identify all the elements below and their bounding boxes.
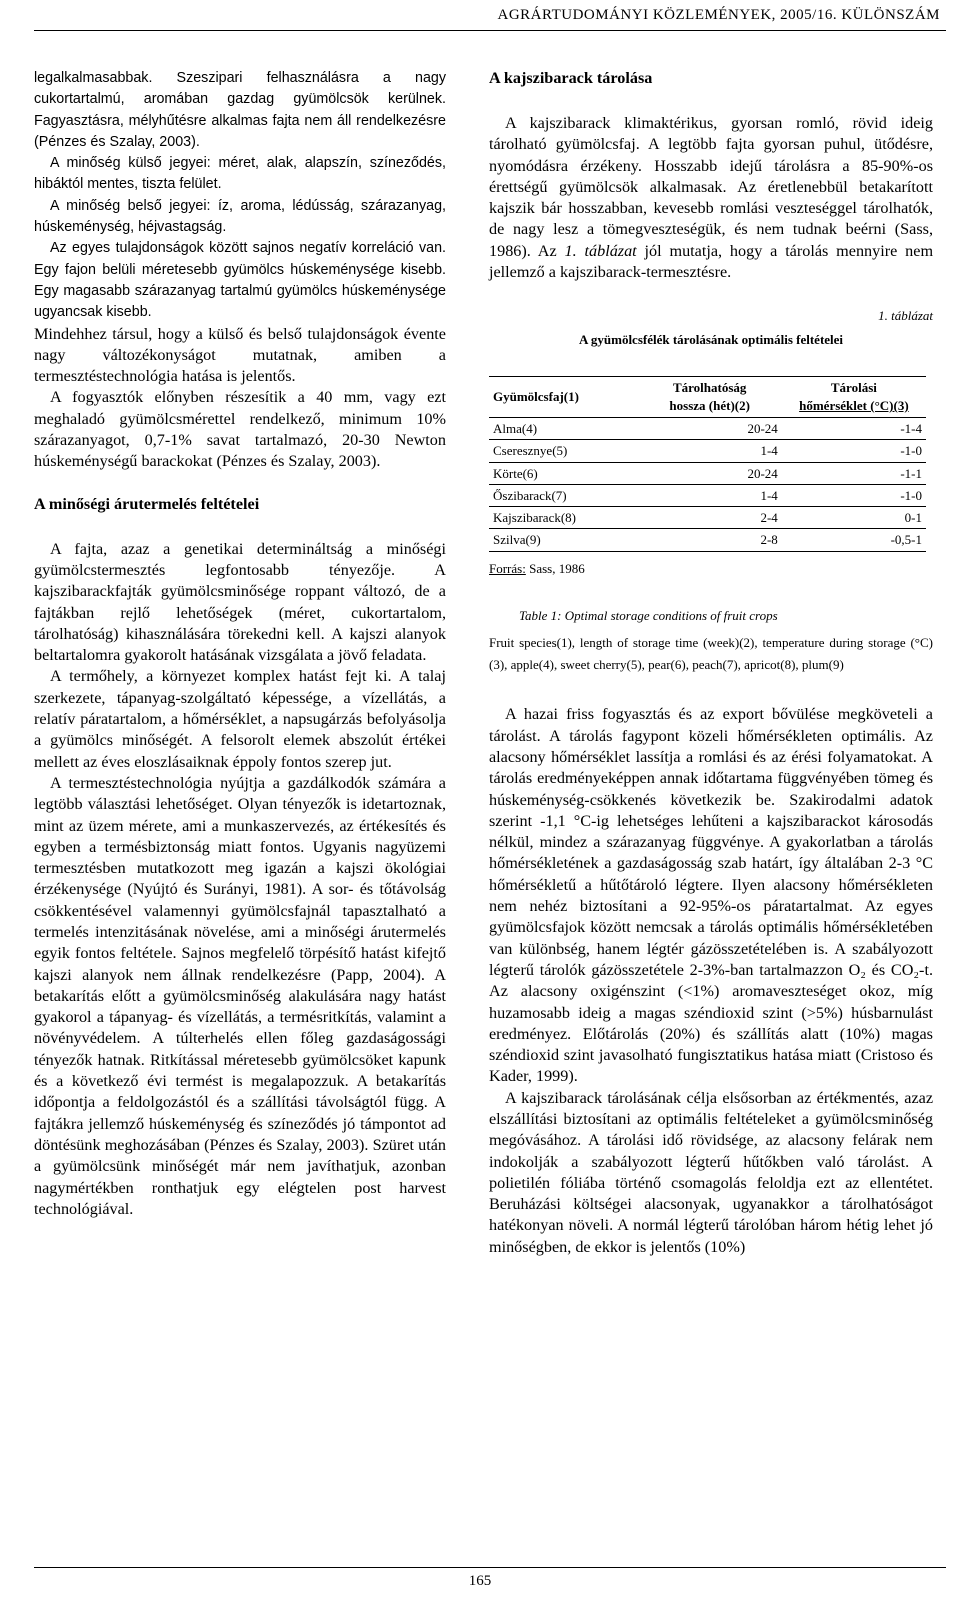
- table-row: [489, 484, 926, 506]
- table-row: [489, 507, 926, 529]
- cell-fruit: Őszibarack(7): [489, 484, 638, 506]
- cell-fruit: Alma(4): [489, 417, 638, 439]
- storage-table: [489, 376, 926, 552]
- right-column: [489, 68, 933, 1258]
- table-row: [489, 462, 926, 484]
- left-paragraph-5: A fogyasztók előnyben részesítik a 40 mm, vagy ezt meghaladó gyümölcsmérettel rendelkező, minimum 10% szárazanyagot, 0,7-1% savat tartalmazó, 20-30 Newton húskeménységű barackokat (Pénzes és Szalay, 2003).: [34, 388, 446, 471]
- cell-weeks: 1-4: [638, 484, 782, 506]
- left-paragraph-6: A fajta, azaz a genetikai determináltság a minőségi gyümölcstermesztés legfontosabb tényezője. A kajszibarackfajták gyümölcsminősége roppant változó, de a fajtákban rejlő lehetőségek (méret, cukortartalom, tárolhatóság) kihasználására törekedni kell. A kajszi alanyok beltartalomra gyakorolt hatásának vizsgálata a jövő feladata.: [34, 539, 446, 665]
- col-header-fruit: Gyümölcsfaj(1): [493, 388, 579, 404]
- cell-weeks: 1-4: [638, 440, 782, 462]
- left-paragraph-7: A termőhely, a környezet komplex hatást fejt ki. A talaj szerkezete, tápanyag-szolgáltató képessége, a vízellátás, a relatív páratartalom, a hőmérséklet, a napsugárzás befolyásolja a gyümölcs minőségét. A felsorolt elemek abszolút értékei mellett az éves eloszlásaiknak éppoly fontos szerep jut.: [34, 667, 446, 771]
- table-reference: 1. táblázat: [564, 241, 637, 260]
- cell-fruit: Szilva(9): [489, 529, 638, 551]
- cell-weeks: 2-8: [638, 529, 782, 551]
- table-row: [489, 417, 926, 439]
- left-paragraph-4: Az egyes tulajdonságok között sajnos negatív korreláció van. Egy fajon belüli méretesebb gyümölcs húskeménysége kisebb. Egy magasabb szárazanyag tartalmú gyümölcs húskeménysége ugyancsak kisebb.: [34, 240, 446, 321]
- table-row: [489, 440, 926, 462]
- left-column: [34, 68, 446, 1220]
- right-paragraph-2: A hazai friss fogyasztás és az export bővülése megköveteli a tárolást. A tárolás fagypont közeli hőmérsékleten optimális. Az alacsony hőmérséklet lassítja a romlási és az érési folyamatokat. A tárolás eredményeképpen annak időtartama függvényében tömeg és húskeménység-csökkenés következik be. Szakirodalmi adatok szerint -1,1 °C-ig lehetséges lehűteni a kajszibarackot károsodás nélkül, mindez a szárazanyag függvénye. A gyakorlatban a tárolás hőmérsékletének a gazdaságosság szab határt, így általában 2-3 °C hőmérsékletű a hűtőtároló légtere. Ilyen alacsony hőmérsékleten nem nehéz biztosítani a 92-95%-os páratartalmat. Az egyes gyümölcsfajok között nemcsak a tárolás optimális hőmérsékletében van különbség, hanem légtér gázösszetételében is. A szabályozott légterű tárolók gázösszetétele 2-3%-ban tartalmazzon O₂ és CO₂-t. Az alacsony oxigénszint (<1%) aromaveszteséget okoz, míg huzamosabb ideig a magas széndioxid szint (>5%) húsbarnulást eredményez. Előtárolás (20%) és szállítás alatt (10%) magas széndioxid szint javasolható fungisztatikus hatása miatt (Cristoso és Kader, 1999).: [489, 705, 933, 1086]
- cell-temp: -1-0: [782, 484, 926, 506]
- left-paragraph-4b: Mindehhez társul, hogy a külső és belső tulajdonságok évente nagy változékonyságot mutatnak, amiben a termesztéstechnológia hatása is jelentős.: [34, 324, 446, 386]
- cell-weeks: 2-4: [638, 507, 782, 529]
- cell-temp: -1-4: [782, 417, 926, 439]
- cell-temp: 0-1: [782, 507, 926, 529]
- cell-fruit: Körte(6): [489, 462, 638, 484]
- journal-title: AGRÁRTUDOMÁNYI KÖZLEMÉNYEK, 2005/16. KÜLÖNSZÁM: [497, 7, 940, 23]
- journal-header: [34, 0, 946, 31]
- col-header-temp: Tárolási hőmérséklet (°C)(3): [799, 379, 909, 413]
- table-caption-en: Table 1: Optimal storage conditions of fruit crops: [519, 608, 778, 624]
- left-paragraph-8: A termesztéstechnológia nyújtja a gazdálkodók számára a legtöbb választási lehetőséget. Olyan tényezők is idetartoznak, mint az üzem mérete, ami a munkaszervezés, az értékesítés és egyben a termésbiztonság miatt fontos. Ugyanis nagyüzemi termesztésben mutatkozott meg igazán a kajszi ökológiai érzékenysége (Nyújtó és Surányi, 1981). A sor- és tőtávolság csökkentésével valamennyi gyümölcsfajnál tapasztalható a termelés intenzitásának növelése, ami a minőségi árutermelés egyik fontos feltétele. Sajnos megfelelő törpésítő hatást kifejtő kajszi alanyok nem állnak rendelkezésre (Papp, 2004). A betakarítás előtt a gyümölcsminőség alakulására nagy hatást gyakorol a tápanyag- és vízellátás, a termésritkítás, valamint a növényvédelem. A túlterhelés ellen főleg gazdaságossági tényezők hatnak. Ritkítással méretesebb gyümölcsöket kapunk és a következő évi termést is megalapozzuk. A betakarítás időpontja a feldolgozástól és a szállítási távolságtól függ. A fajtákra jellemző húskeménység és színeződés jó támpontot ad döntésünk meghozásában (Pénzes és Szalay, 2003). Szüret után a gyümölcsünk minőségét már nem javíthatjuk, azonban nagymértékben ronthatjuk egy elégtelen post harvest technológiával.: [34, 773, 446, 1218]
- cell-weeks: 20-24: [638, 462, 782, 484]
- cell-fruit: Cseresznye(5): [489, 440, 638, 462]
- table-description: Fruit species(1), length of storage time (week)(2), temperature during storage (°C)(3), apple(4), sweet cherry(5), pear(6), peach(7), apricot(8), plum(9): [489, 635, 933, 673]
- footer-rule: [34, 1567, 946, 1568]
- table-title: A gyümölcsfélék tárolásának optimális feltételei: [578, 331, 844, 347]
- table-row: [489, 529, 926, 551]
- cell-temp: -1-1: [782, 462, 926, 484]
- table-number: 1. táblázat: [878, 308, 933, 324]
- col-header-duration: Tárolhatóság hossza (hét)(2): [669, 379, 750, 413]
- left-paragraph-2: A minőség külső jegyei: méret, alak, alapszín, színeződés, hibáktól mentes, tiszta felület.: [34, 155, 446, 193]
- left-paragraph-3: A minőség belső jegyei: íz, aroma, lédússág, szárazanyag, húskeménység, héjvastagság.: [34, 197, 446, 236]
- cell-temp: -1-0: [782, 440, 926, 462]
- right-paragraph-3: A kajszibarack tárolásának célja elsősorban az értékmentés, azaz elszállítási biztosítani az optimális feltételeket a gyümölcsminőség megóvásához. A tárolási idő rövidsége, az alacsony felárak nem indokolják a szabályozott légterű hűtőkben való tárolást. A polietilén fóliába történő csomagolás feloldja ezt az ellentétet. Beruházási költségei alacsonyak, ugyanakkor a tárolhatóságot hatékonyan növeli. A normál légterű tárolóban három hétig lehet jó minőségben, de ekkor is jelentős (10%): [489, 1088, 933, 1256]
- left-paragraph-1: legalkalmasabbak. Szeszipari felhasználásra a nagy cukortartalmú, aromában gazdag gyümölcsök kerülnek. Fagyasztásra, mélyhűtésre alkalmas fajta nem áll rendelkezésre (Pénzes és Szalay, 2003).: [34, 70, 446, 150]
- section-heading-storage: A kajszibarack tárolása: [489, 69, 653, 87]
- cell-temp: -0,5-1: [782, 529, 926, 551]
- cell-weeks: 20-24: [638, 417, 782, 439]
- section-heading-quality: A minőségi árutermelés feltételei: [34, 494, 260, 513]
- right-paragraph-1: A kajszibarack klimaktérikus, gyorsan romló, rövid ideig tárolható gyümölcsfaj. A legtöbb fajta gyorsan puhul, ütődésre, nyomódásra érzékeny. Hosszabb idejű tárolásra a 85-90%-os érettségű gyümölcsök alkalmasak. Az éretlenebbül betakarított kajszik bár hosszabban, kevesebb romlási veszteséggel tárolhatók, de nagy lesz a tömegveszteségük, és nem tudnak beérni (Sass, 1986). Az 1. táblázat jól mutatja, hogy a tárolás mennyire nem jellemző a kajszibarack-termesztésre.: [489, 114, 934, 282]
- cell-fruit: Kajszibarack(8): [489, 507, 638, 529]
- page-number: 165: [468, 1573, 492, 1589]
- table-source: Forrás: Sass, 1986: [489, 560, 585, 576]
